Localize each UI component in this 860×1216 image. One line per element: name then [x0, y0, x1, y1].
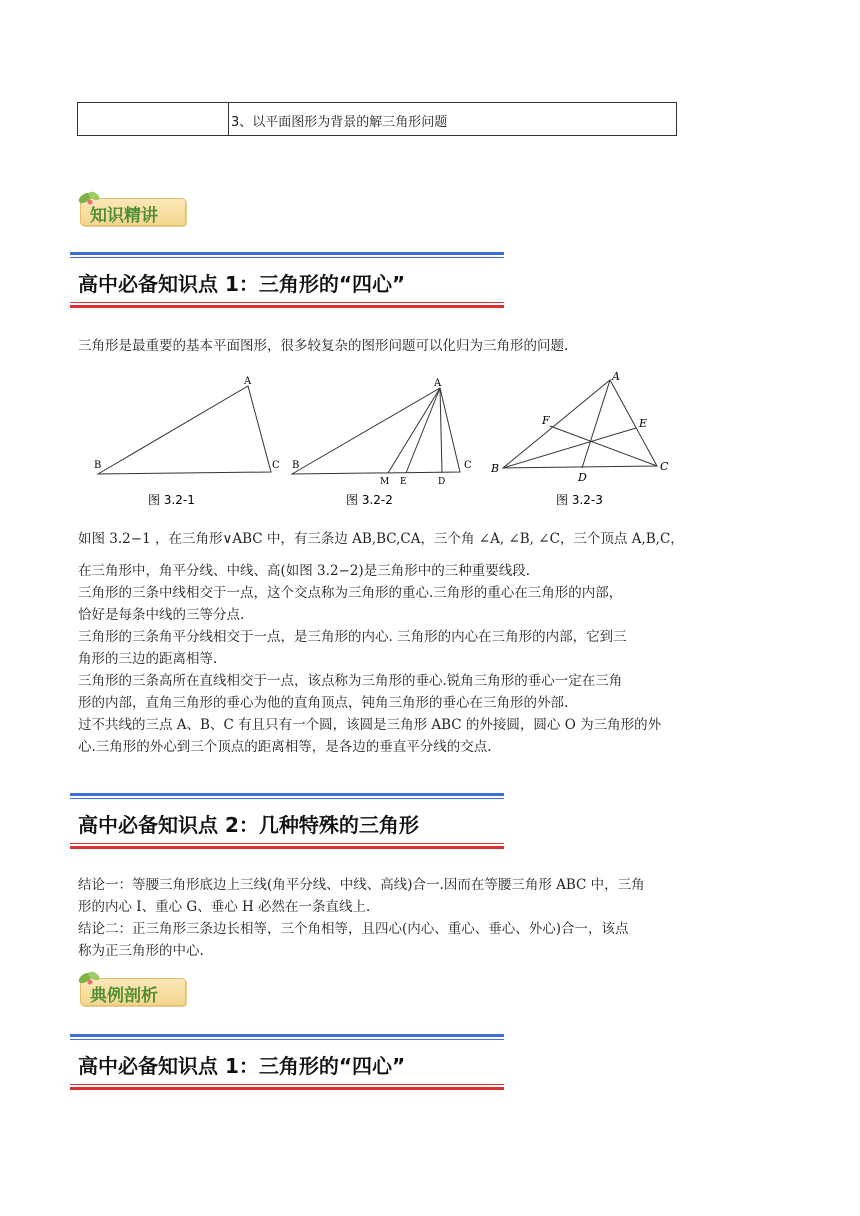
table-cell-topic: 3、以平面图形为背景的解三角形问题 — [231, 115, 448, 130]
text-line: 心.三角形的外心到三个顶点的距离相等，是各边的垂直平分线的交点. — [78, 739, 492, 755]
label-M: M — [380, 477, 390, 487]
table-cell-empty — [78, 103, 229, 135]
figure-caption: 图 3.2-2 — [346, 493, 393, 507]
label-F: F — [542, 414, 550, 427]
label-C: C — [272, 460, 280, 471]
figure-3-2-3 — [488, 370, 688, 512]
section-title: 高中必备知识点 2：几种特殊的三角形 — [78, 813, 419, 837]
label-C: C — [660, 460, 669, 473]
text-line: 三角形的三条角平分线相交于一点，是三角形的内心. 三角形的内心在三角形的内部，它到三 — [78, 629, 627, 645]
knowledge-badge — [76, 188, 186, 226]
label-D: D — [438, 477, 446, 487]
text-line: 结论二：正三角形三条边长相等，三个角相等，且四心(内心、重心、垂心、外心)合一，该点 — [78, 921, 629, 937]
text-line: 形的内心 I、重心 G、垂心 H 必然在一条直线上. — [78, 899, 371, 915]
label-C: C — [464, 460, 472, 471]
label-E: E — [400, 477, 407, 487]
four-centers-text — [78, 528, 788, 758]
text-line: 角形的三边的距离相等. — [78, 651, 218, 667]
text-line: 形的内部，直角三角形的垂心为他的直角顶点，钝角三角形的垂心在三角形的外部. — [78, 695, 569, 711]
label-D: D — [578, 471, 587, 484]
text-line: 称为正三角形的中心. — [78, 943, 204, 959]
text-line: 在三角形中，角平分线、中线、高(如图 3.2−2)是三角形中的三种重要线段. — [78, 563, 530, 579]
text-line: 过不共线的三点 A、B、C 有且只有一个圆，该圆是三角形 ABC 的外接圆，圆心 O 为三角形的外 — [78, 717, 662, 733]
examples-badge — [76, 968, 186, 1006]
label-A: A — [434, 378, 442, 389]
section-header-2 — [70, 793, 504, 849]
figure-caption: 图 3.2-1 — [148, 493, 195, 507]
section-header-1 — [70, 252, 504, 308]
badge-label: 知识精讲 — [90, 206, 158, 226]
text-line: 恰好是每条中线的三等分点. — [78, 607, 245, 623]
label-B: B — [292, 460, 300, 471]
figure-3-2-2 — [288, 372, 488, 512]
badge-label: 典例剖析 — [90, 986, 158, 1006]
section-title: 高中必备知识点 1：三角形的“四心” — [78, 1054, 406, 1078]
text-line: 如图 3.2−1 ，在三角形∨ABC 中，有三条边 AB,BC,CA，三个角 ∠A, ∠B, ∠C，三个顶点 A,B,C， — [78, 531, 684, 547]
intro-paragraph: 三角形是最重要的基本平面图形，很多较复杂的图形问题可以化归为三角形的问题. — [78, 338, 569, 354]
curriculum-table-row — [77, 102, 677, 136]
figure-caption: 图 3.2-3 — [556, 493, 603, 507]
label-E: E — [639, 417, 648, 430]
section-header-3 — [70, 1034, 504, 1090]
text-line: 三角形的三条高所在直线相交于一点，该点称为三角形的垂心.锐角三角形的垂心一定在三角 — [78, 673, 623, 689]
section-title: 高中必备知识点 1：三角形的“四心” — [78, 272, 406, 296]
special-triangles-text — [78, 874, 788, 962]
label-B: B — [491, 462, 500, 475]
label-A: A — [612, 370, 620, 383]
label-A: A — [244, 376, 252, 387]
figure-3-2-1 — [88, 372, 298, 512]
text-line: 结论一：等腰三角形底边上三线(角平分线、中线、高线)合一.因而在等腰三角形 ABC 中，三角 — [78, 877, 645, 893]
label-B: B — [94, 460, 102, 471]
text-line: 三角形的三条中线相交于一点，这个交点称为三角形的重心.三角形的重心在三角形的内部， — [78, 585, 623, 601]
